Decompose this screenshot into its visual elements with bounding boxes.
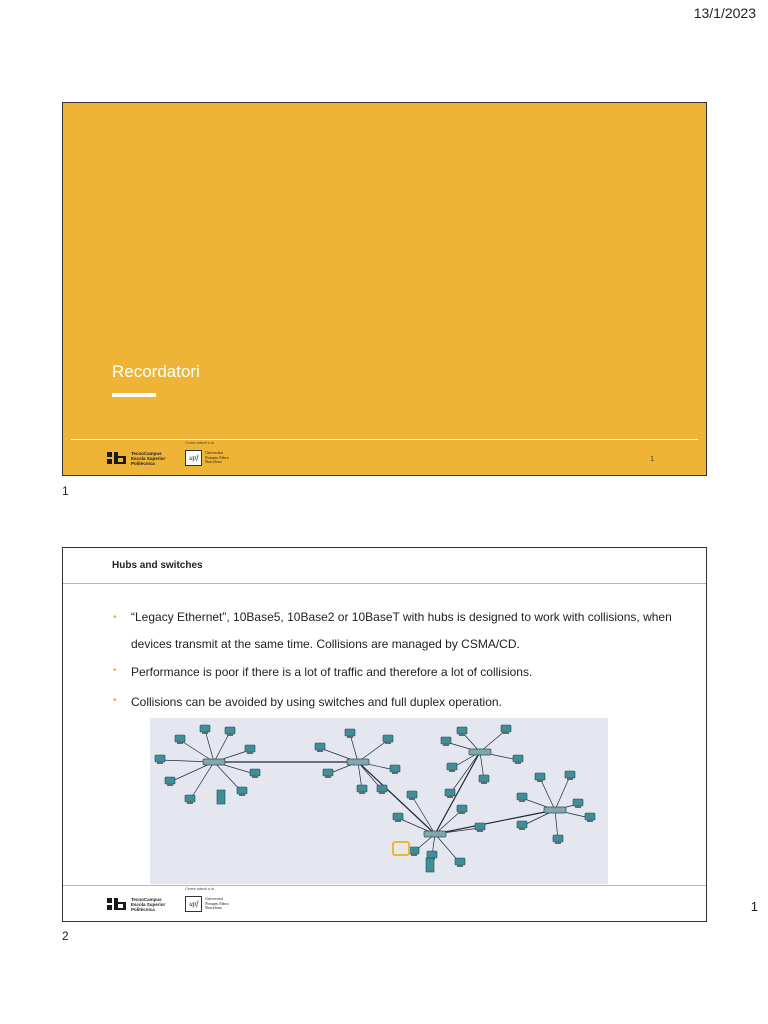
pc-base-icon	[202, 732, 208, 734]
upf-line-3: Barcelona	[205, 905, 222, 911]
upf-caption: Centre adscrit a la	[185, 441, 214, 445]
pc-icon	[565, 771, 575, 778]
footer-divider	[71, 439, 698, 440]
pc-base-icon	[519, 800, 525, 802]
upf-line-2: Pompeu Fabra	[205, 900, 229, 906]
pc-icon	[315, 743, 325, 750]
hub-icon	[347, 759, 369, 765]
network-topology-image	[150, 718, 608, 884]
pc-base-icon	[385, 742, 391, 744]
tecnocampus-logo	[107, 451, 165, 466]
pc-base-icon	[359, 792, 365, 794]
pc-base-icon	[537, 780, 543, 782]
slide-title: Hubs and switches	[112, 560, 203, 571]
slide-title-recordatori	[62, 102, 707, 476]
pc-base-icon	[252, 776, 258, 778]
page-number: 1	[750, 899, 758, 914]
bullet-item: • Performance is poor if there is a lot of traffic and therefore a lot of collisions.	[112, 663, 692, 681]
pc-icon	[513, 755, 523, 762]
pc-icon	[517, 793, 527, 800]
pc-icon	[237, 787, 247, 794]
pc-icon	[409, 847, 419, 854]
pc-icon	[155, 755, 165, 762]
server-icon	[217, 790, 225, 804]
pc-base-icon	[457, 865, 463, 867]
tecnocampus-mark-icon	[107, 452, 127, 464]
pc-icon	[535, 773, 545, 780]
footer-divider	[63, 885, 706, 886]
network-diagram	[150, 718, 608, 884]
device-link	[435, 810, 462, 834]
slide-hubs-and-switches	[62, 547, 707, 922]
pc-base-icon	[587, 820, 593, 822]
pc-icon	[383, 735, 393, 742]
pc-base-icon	[411, 854, 417, 856]
pc-icon	[441, 737, 451, 744]
pc-icon	[457, 727, 467, 734]
pc-base-icon	[447, 796, 453, 798]
pc-icon	[345, 729, 355, 736]
pc-base-icon	[247, 752, 253, 754]
pc-icon	[377, 785, 387, 792]
upf-mark: upf	[185, 896, 202, 912]
pc-base-icon	[481, 782, 487, 784]
upf-line-1: Universitat	[205, 450, 224, 456]
pc-base-icon	[392, 772, 398, 774]
pc-icon	[165, 777, 175, 784]
pc-base-icon	[227, 734, 233, 736]
pc-base-icon	[555, 842, 561, 844]
pc-base-icon	[449, 770, 455, 772]
tc-line-3: Politècnica	[131, 460, 155, 466]
pc-icon	[447, 763, 457, 770]
pc-base-icon	[575, 806, 581, 808]
pc-icon	[517, 821, 527, 828]
upf-caption: Centre adscrit a la	[185, 887, 214, 891]
selected-device-highlight	[393, 842, 409, 855]
pc-icon	[501, 725, 511, 732]
pc-icon	[455, 858, 465, 865]
pc-icon	[553, 835, 563, 842]
tc-line-1: TecnoCampus	[131, 450, 162, 456]
pc-icon	[185, 795, 195, 802]
hub-link	[435, 810, 555, 834]
upf-logo	[185, 441, 229, 466]
pc-base-icon	[239, 794, 245, 796]
upf-line-1: Universitat	[205, 896, 224, 902]
pc-icon	[585, 813, 595, 820]
upf-mark: upf	[185, 450, 202, 466]
header-divider	[63, 583, 706, 584]
footer-logos	[107, 887, 229, 912]
pc-icon	[445, 789, 455, 796]
device-link	[350, 734, 358, 762]
hub-icon	[424, 831, 446, 837]
tc-line-2: Escola Superior	[131, 901, 166, 907]
pc-base-icon	[477, 830, 483, 832]
slide-index: 2	[62, 929, 69, 943]
pc-base-icon	[567, 778, 573, 780]
pc-base-icon	[347, 736, 353, 738]
pc-icon	[573, 799, 583, 806]
pc-icon	[475, 823, 485, 830]
tecnocampus-logo	[107, 897, 165, 912]
device-link	[555, 776, 570, 810]
pc-icon	[390, 765, 400, 772]
upf-line-2: Pompeu Fabra	[205, 454, 229, 460]
pc-base-icon	[459, 734, 465, 736]
title-underline	[112, 393, 156, 397]
pc-base-icon	[519, 828, 525, 830]
pc-base-icon	[325, 776, 331, 778]
slide-number: 1	[650, 456, 654, 463]
pc-icon	[393, 813, 403, 820]
pc-base-icon	[317, 750, 323, 752]
pc-icon	[200, 725, 210, 732]
tc-line-3: Politècnica	[131, 906, 155, 912]
pc-icon	[175, 735, 185, 742]
pc-base-icon	[379, 792, 385, 794]
pc-base-icon	[177, 742, 183, 744]
pc-icon	[357, 785, 367, 792]
pc-base-icon	[157, 762, 163, 764]
pc-base-icon	[515, 762, 521, 764]
slide-index: 1	[62, 484, 69, 498]
device-link	[450, 752, 480, 794]
bullet-item: • Collisions can be avoided by using switches and full duplex operation.	[112, 693, 692, 711]
pc-base-icon	[167, 784, 173, 786]
pc-icon	[245, 745, 255, 752]
hub-icon	[469, 749, 491, 755]
pc-base-icon	[503, 732, 509, 734]
pc-base-icon	[187, 802, 193, 804]
upf-line-3: Barcelona	[205, 459, 222, 465]
slide-title: Recordatori	[112, 362, 200, 381]
bullet-item: • “Legacy Ethernet”, 10Base5, 10Base2 or 10BaseT with hubs is designed to work with collisions, when devices transmit at the same time. Collisions are managed by CSMA/CD.	[112, 604, 692, 658]
tc-line-1: TecnoCampus	[131, 896, 162, 902]
bullet-list	[112, 604, 692, 723]
tecnocampus-mark-icon	[107, 898, 127, 910]
pc-icon	[457, 805, 467, 812]
hub-icon	[544, 807, 566, 813]
hub-icon	[203, 759, 225, 765]
pc-base-icon	[459, 812, 465, 814]
pc-icon	[225, 727, 235, 734]
footer-logos	[107, 441, 229, 466]
pc-icon	[250, 769, 260, 776]
pc-base-icon	[409, 798, 415, 800]
pc-icon	[427, 851, 437, 858]
upf-logo	[185, 887, 229, 912]
page-date: 13/1/2023	[693, 5, 756, 21]
server-icon	[426, 858, 434, 872]
tc-line-2: Escola Superior	[131, 455, 166, 461]
pc-icon	[479, 775, 489, 782]
pc-base-icon	[443, 744, 449, 746]
pc-base-icon	[395, 820, 401, 822]
pc-icon	[407, 791, 417, 798]
hub-link	[435, 752, 480, 834]
pc-icon	[323, 769, 333, 776]
